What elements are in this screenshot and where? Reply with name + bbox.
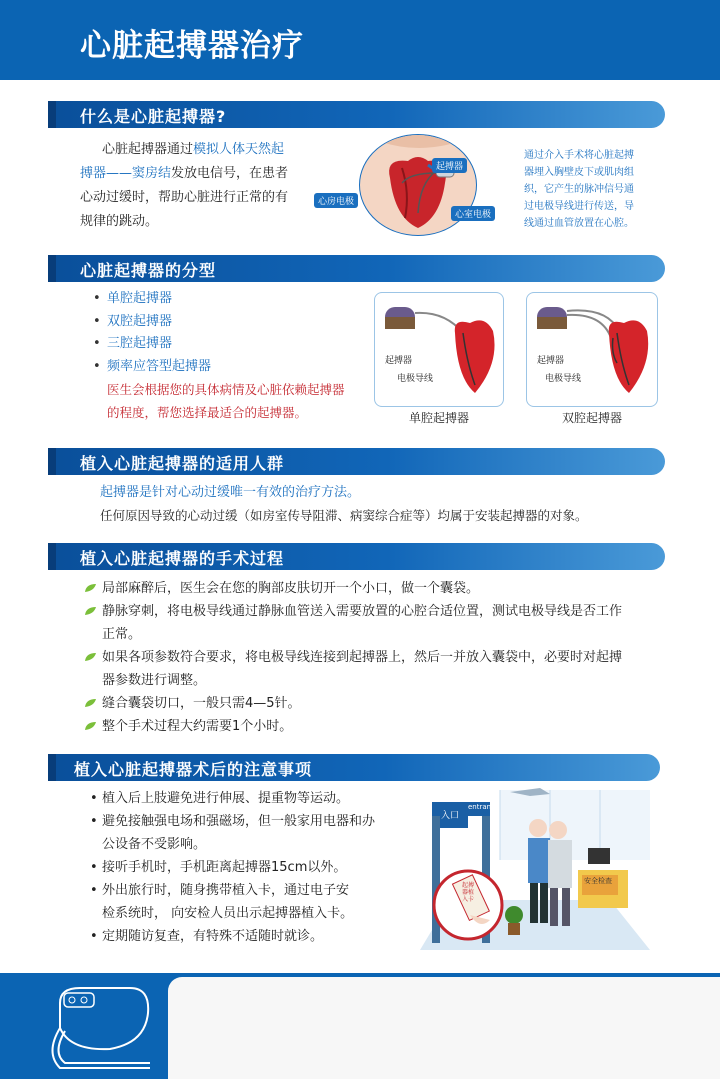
section-what-title: 什么是心脏起搏器? [80, 107, 227, 126]
label-ventricular-electrode: 心室电极 [451, 206, 495, 221]
what-text-1a: 心脏起搏器通过 [102, 142, 194, 157]
gate-sign-label: 入口 [441, 811, 460, 821]
dual-chamber-caption: 双腔起搏器 [561, 411, 622, 425]
leaf-icon [84, 698, 97, 708]
procedure-text: 局部麻醉后，医生会在您的胸部皮肤切开一个小口，做一个囊袋。 [102, 581, 480, 596]
procedure-text: 如果各项参数符合要求，将电极导线连接到起搏器上，然后一并放入囊袋中，必要时对起搏 [102, 650, 623, 665]
suitable-line-1: 起搏器是针对心动过缓唯一有效的治疗方法。 [100, 485, 361, 500]
list-item [84, 577, 664, 600]
airport-security-illustration [410, 780, 665, 960]
after-text: • 定期随访复查，有特殊不适随时就诊。 [102, 929, 324, 944]
leaf-icon [84, 583, 97, 593]
procedure-list [84, 577, 664, 738]
section-procedure-title: 植入心脏起搏器的手术过程 [80, 549, 285, 568]
list-item [90, 856, 410, 879]
diagram-label-lead: 电极导线 [545, 374, 582, 384]
list-item: • 三腔起搏器 [93, 333, 373, 356]
procedure-text: 整个手术过程大约需要1个小时。 [102, 719, 293, 734]
label-atrial-electrode: 心房电极 [314, 193, 358, 208]
single-chamber-caption: 单腔起搏器 [408, 411, 469, 425]
what-side-note [524, 147, 664, 232]
list-item: • 频率应答型起搏器 [93, 356, 373, 379]
page-title: 心脏起搏器治疗 [80, 28, 304, 64]
section-suitable-header [48, 448, 665, 475]
dual-chamber-illustration [527, 293, 657, 406]
diagram-label-lead: 电极导线 [397, 374, 434, 384]
what-text-2a: 搏器——窦房结 [80, 166, 172, 181]
section-procedure-header [48, 543, 665, 570]
dual-chamber-diagram [526, 292, 658, 407]
procedure-text: 器参数进行调整。 [102, 673, 207, 688]
after-text: 公设备不受影响。 [102, 837, 207, 852]
single-chamber-diagram [374, 292, 504, 407]
leaf-icon [84, 652, 97, 662]
list-item [84, 692, 664, 715]
diagram-label-pacemaker: 起搏器 [385, 356, 413, 366]
page-footer [0, 973, 720, 1079]
gate-sign-en-label: entrance [468, 803, 500, 811]
after-text: • 植入后上肢避免进行伸展、提重物等运动。 [102, 791, 350, 806]
page-header [0, 0, 720, 80]
list-item [84, 600, 664, 646]
types-note-line: 的程度，帮您选择最适合的起搏器。 [107, 405, 308, 420]
pacemaker-device-icon [40, 983, 160, 1078]
side-note-line: 过电极导线进行传送，导 [524, 201, 634, 212]
heart-pacemaker-illustration [340, 133, 510, 238]
implant-card-label: 起搏器植入卡 [462, 882, 475, 903]
after-text: • 外出旅行时，随身携带植入卡，通过电子安 [102, 883, 350, 898]
types-note [107, 378, 377, 424]
side-note-line: 器埋入胸壁皮下或肌肉组 [524, 167, 634, 178]
after-text: • 接听手机时，手机距离起搏器15cm以外。 [102, 860, 347, 875]
footer-panel [168, 977, 720, 1079]
section-suitable-title: 植入心脏起搏器的适用人群 [80, 454, 285, 473]
side-note-line: 线通过血管放置在心腔。 [524, 218, 634, 229]
section-what-header [48, 101, 665, 128]
side-note-line: 织，它产生的脉冲信号通 [524, 184, 634, 195]
what-description [80, 138, 320, 234]
section-after-header [48, 754, 660, 781]
leaf-icon [84, 606, 97, 616]
what-text-2b: 发放电信号，在患者 [171, 166, 289, 181]
types-list [93, 288, 373, 378]
list-item [90, 925, 410, 948]
list-item [84, 646, 664, 692]
procedure-text: 正常。 [102, 627, 142, 642]
list-item [90, 810, 410, 856]
after-text: 检系统时， 向安检人员出示起搏器植入卡。 [102, 906, 354, 921]
what-text-4: 规律的跳动。 [80, 214, 159, 229]
what-text-3: 心动过缓时，帮助心脏进行正常的有 [80, 190, 289, 205]
suitable-line-2: 任何原因导致的心动过缓（如房室传导阻滞、病窦综合症等）均属于安装起搏器的对象。 [100, 508, 588, 523]
side-note-line: 通过介入手术将心脏起搏 [524, 150, 634, 161]
after-text: • 避免接触强电场和强磁场，但一般家用电器和办 [102, 814, 376, 829]
procedure-text: 缝合囊袋切口，一般只需4—5针。 [102, 696, 301, 711]
list-item [90, 879, 410, 925]
section-types-header [48, 255, 665, 282]
label-pacemaker: 起搏器 [432, 158, 467, 173]
after-list [90, 787, 410, 948]
security-desk-label: 安全检查 [584, 877, 612, 885]
list-item: • 单腔起搏器 [93, 288, 373, 311]
leaf-icon [84, 721, 97, 731]
types-note-line: 医生会根据您的具体病情及心脏依赖起搏器 [107, 382, 345, 397]
diagram-label-pacemaker: 起搏器 [537, 356, 565, 366]
section-types-title: 心脏起搏器的分型 [80, 261, 217, 280]
list-item [84, 715, 664, 738]
procedure-text: 静脉穿刺，将电极导线通过静脉血管送入需要放置的心腔合适位置，测试电极导线是否工作 [102, 604, 623, 619]
section-after-title: 植入心脏起搏器术后的注意事项 [74, 760, 313, 779]
single-chamber-illustration [375, 293, 503, 406]
list-item: • 双腔起搏器 [93, 311, 373, 334]
list-item [90, 787, 410, 810]
what-text-1b: 模拟人体天然起 [193, 142, 285, 157]
